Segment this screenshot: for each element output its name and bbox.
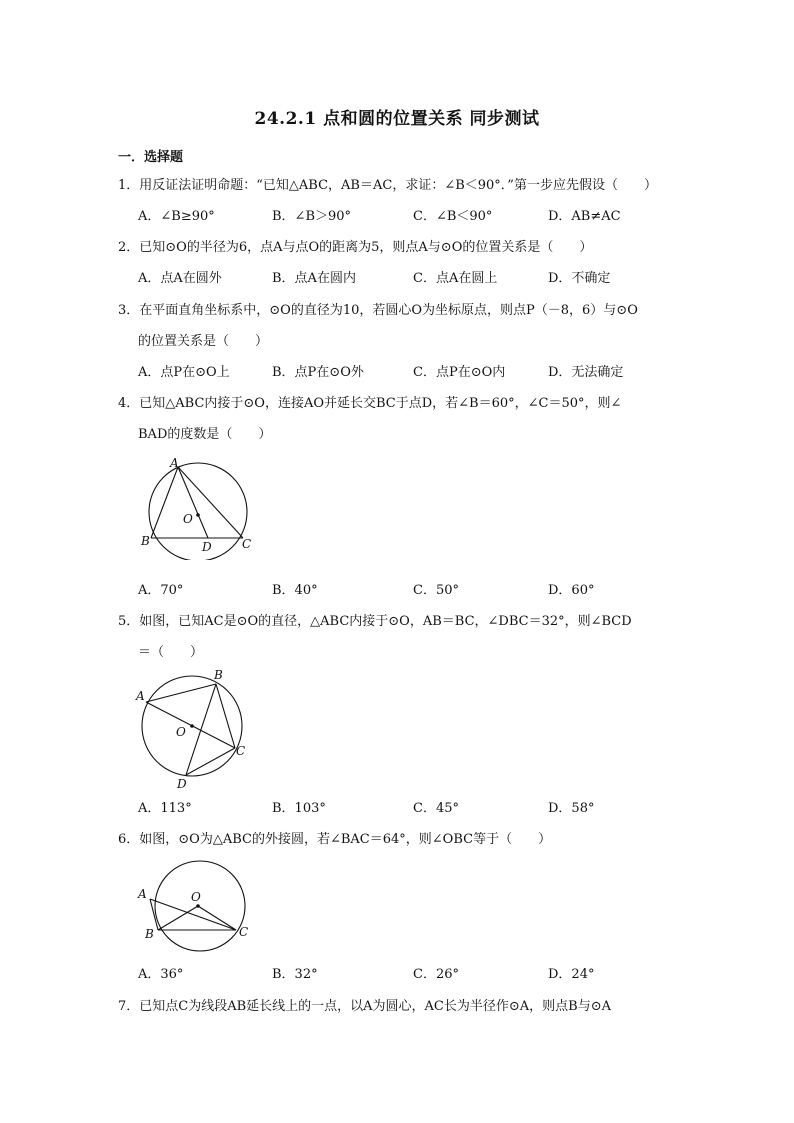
q2-option-c[interactable]: C．点A在圆上	[413, 271, 498, 286]
section-heading: 一．选择题	[118, 150, 184, 165]
label-a: A	[136, 689, 145, 703]
label-d: D	[177, 777, 187, 791]
question-5-text: 5．如图，已知AC是⊙O的直径，△ABC内接于⊙O，AB＝BC，∠DBC＝32°，则∠BCD	[118, 614, 632, 629]
q1-option-a[interactable]: A．∠B≥90°	[138, 209, 215, 224]
label-o: O	[191, 890, 201, 904]
segment-bc	[216, 684, 235, 748]
q3-option-a[interactable]: A．点P在⊙O上	[138, 365, 230, 380]
q3-option-d[interactable]: D．无法确定	[548, 365, 624, 380]
q6-option-a[interactable]: A．36°	[138, 967, 184, 982]
circle-o	[149, 463, 247, 560]
q4-option-d[interactable]: D．60°	[548, 583, 595, 598]
label-o: O	[183, 512, 193, 526]
question-1-text: 1．用反证法证明命题：“已知△ABC，AB＝AC，求证：∠B＜90°．”第一步应先假设（ ）	[118, 178, 657, 193]
q2-option-b[interactable]: B．点A在圆内	[272, 271, 356, 286]
center-point-o	[196, 904, 200, 908]
center-point-o	[190, 724, 194, 728]
label-o: O	[176, 725, 186, 739]
q4-option-b[interactable]: B．40°	[272, 583, 318, 598]
q1-option-c[interactable]: C．∠B＜90°	[413, 209, 493, 224]
question-6-figure	[132, 856, 256, 956]
question-3-text: 3．在平面直角坐标系中，⊙O的直径为10，若圆心O为坐标原点，则点P（－8，6）与⊙O	[118, 303, 638, 318]
segment-ad	[178, 467, 208, 538]
page-title: 24.2.1 点和圆的位置关系 同步测试	[254, 109, 540, 129]
q2-option-d[interactable]: D．不确定	[548, 271, 611, 286]
q4-option-c[interactable]: C．50°	[413, 583, 459, 598]
q2-option-a[interactable]: A．点A在圆外	[138, 271, 222, 286]
label-c: C	[236, 744, 246, 758]
question-3-text-cont: 的位置关系是（ ）	[138, 334, 269, 349]
label-c: C	[239, 925, 249, 939]
question-4-figure	[136, 452, 266, 560]
segment-ac	[146, 702, 235, 748]
label-b: B	[145, 927, 154, 941]
q1-option-d[interactable]: D．AB≠AC	[548, 209, 621, 224]
q6-option-b[interactable]: B．32°	[272, 967, 318, 982]
segment-ab	[150, 899, 158, 930]
label-d: D	[202, 540, 212, 554]
segment-ab	[146, 684, 216, 702]
label-c: C	[242, 537, 252, 551]
question-2-text: 2．已知⊙O的半径为6，点A与点O的距离为5，则点A与⊙O的位置关系是（ ）	[118, 240, 593, 255]
q6-option-c[interactable]: C．26°	[413, 967, 459, 982]
question-6-text: 6．如图，⊙O为△ABC的外接圆，若∠BAC＝64°，则∠OBC等于（ ）	[118, 832, 552, 847]
q3-option-c[interactable]: C．点P在⊙O内	[413, 365, 506, 380]
q3-option-b[interactable]: B．点P在⊙O外	[272, 365, 364, 380]
question-5-text-cont: ＝（ ）	[138, 645, 204, 660]
q1-option-b[interactable]: B．∠B＞90°	[272, 209, 352, 224]
label-a: A	[138, 887, 147, 901]
q6-option-d[interactable]: D．24°	[548, 967, 595, 982]
center-point-o	[196, 513, 200, 517]
q5-option-d[interactable]: D．58°	[548, 801, 595, 816]
q4-option-a[interactable]: A．70°	[138, 583, 184, 598]
segment-ab	[151, 467, 178, 538]
q5-option-a[interactable]: A．113°	[138, 801, 192, 816]
question-4-text: 4．已知△ABC内接于⊙O，连接AO并延长交BC于点D，若∠B＝60°，∠C＝50°，则∠	[118, 396, 622, 411]
label-a: A	[170, 456, 179, 470]
question-7-text: 7．已知点C为线段AB延长线上的一点，以A为圆心，AC长为半径作⊙A，则点B与⊙A	[118, 999, 611, 1014]
q5-option-c[interactable]: C．45°	[413, 801, 459, 816]
question-4-text-cont: BAD的度数是（ ）	[138, 427, 272, 442]
question-5-figure	[134, 664, 258, 792]
label-b: B	[141, 534, 150, 548]
label-b: B	[214, 668, 223, 682]
q5-option-b[interactable]: B．103°	[272, 801, 326, 816]
